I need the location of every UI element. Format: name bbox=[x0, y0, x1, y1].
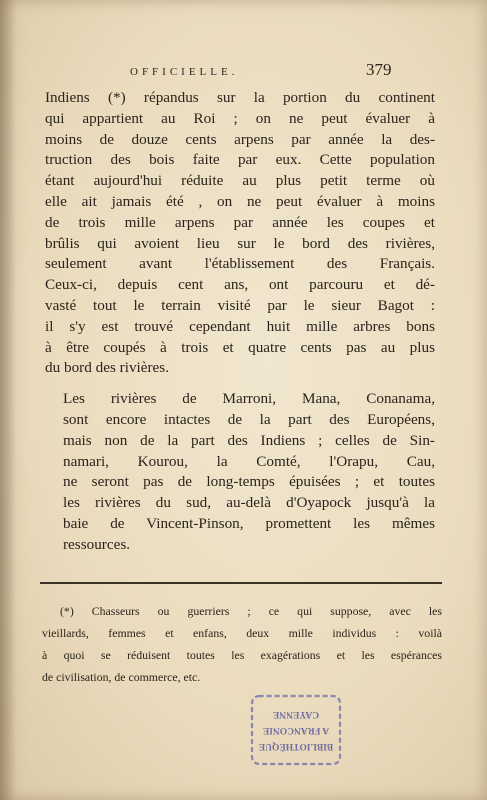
text-line: sont encore intactes de la part des Européens, bbox=[63, 410, 435, 428]
text-line: vasté tout le terrain visité par le sieur Bagot : bbox=[45, 296, 435, 314]
text-line: étant aujourd'hui réduite au plus petit terme où bbox=[45, 172, 435, 190]
footnote-line: (*) Chasseurs ou guerriers ; ce qui suppose, avec les bbox=[60, 604, 442, 618]
text-line: Les rivières de Marroni, Mana, Conanama, bbox=[63, 390, 435, 408]
text-line: truction des bois faite par eux. Cette population bbox=[45, 151, 435, 169]
text-line: mais non de la part des Indiens ; celles de Sin- bbox=[63, 431, 435, 449]
text-line: Ceux-ci, depuis cent ans, ont parcouru et dé- bbox=[45, 276, 435, 294]
stamp-line-2: A FRANCONIE bbox=[262, 725, 330, 735]
paragraph-gap bbox=[45, 379, 435, 389]
text-line: brûlis qui avoient lieu sur le bord des rivières, bbox=[45, 234, 435, 252]
footnote-rule bbox=[40, 582, 442, 584]
text-line: les rivières du sud, au-delà d'Oyapock jusqu'à la bbox=[63, 494, 435, 512]
stamp-text bbox=[259, 709, 333, 753]
text-line: baie de Vincent-Pinson, promettent les mêmes bbox=[63, 514, 435, 532]
footnote-line: de civilisation, de commerce, etc. bbox=[42, 670, 201, 684]
text-line: de trois mille arpens par année les coupes et bbox=[45, 213, 435, 231]
text-line: à être coupés à trois et quatre cents pas au plus bbox=[45, 338, 435, 356]
binding-shadow bbox=[0, 0, 16, 800]
running-title: OFFICIELLE. bbox=[130, 66, 239, 78]
text-line: ressources. bbox=[63, 535, 131, 553]
footnote bbox=[42, 600, 442, 688]
body-text bbox=[45, 88, 435, 556]
text-line: moins de douze cents arpens par année la des- bbox=[45, 130, 435, 148]
text-line: seulement avant l'établissement des Français. bbox=[45, 255, 435, 273]
text-line: elle ait jamais été , on ne peut évaluer à moins bbox=[45, 192, 435, 210]
text-line: Indiens (*) répandus sur la portion du continent bbox=[45, 89, 435, 106]
stamp-line-1: BIBLIOTHÈQUE bbox=[258, 741, 334, 751]
text-line: qui appartient au Roi ; on ne peut évaluer à bbox=[45, 109, 435, 127]
stamp-line-3: CAYENNE bbox=[272, 709, 320, 719]
text-line: du bord des rivières. bbox=[45, 359, 169, 377]
text-line: namari, Kourou, la Comté, l'Orapu, Cau, bbox=[63, 452, 435, 470]
text-line: il s'y est trouvé cependant huit mille arbres bons bbox=[45, 317, 435, 335]
library-stamp bbox=[248, 690, 344, 772]
page-number: 379 bbox=[366, 60, 392, 79]
footnote-line: vieillards, femmes et enfans, deux mille individus : voilà bbox=[42, 626, 442, 640]
text-line: ne seront pas de long-temps épuisées ; et toutes bbox=[63, 473, 435, 491]
footnote-line: à quoi se réduisent toutes les exagérations et les espérances bbox=[42, 648, 442, 662]
